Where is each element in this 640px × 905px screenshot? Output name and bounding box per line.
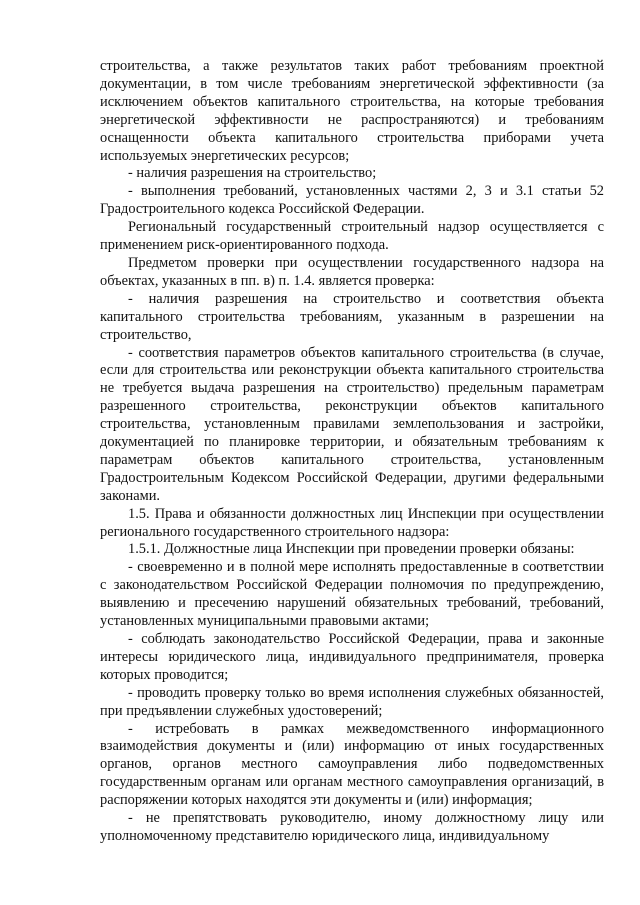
subsection-heading: 1.5.1. Должностные лица Инспекции при проведении проверки обязаны: bbox=[128, 541, 575, 558]
list-item: - соответствия параметров объектов капитального строительства (в случае, если для строительства или реконструкции объекта капитального строительства не требуется выдача разрешения на строительство) предельным параметрам разрешенного строительства, реконструкции объектов капитального строительства, установленным правилами землепользования и застройки, документацией по планировке территории, и обязательным требованиям к параметрам объектов капитального строительства, установленным Градостроительным Кодексом Российской Федерации, другими федеральными законами. bbox=[100, 344, 604, 504]
document-body bbox=[100, 58, 604, 846]
list-item: - наличия разрешения на строительство; bbox=[128, 165, 377, 182]
list-item: - не препятствовать руководителю, иному должностному лицу или уполномоченному представителю юридического лица, индивидуальному bbox=[100, 810, 604, 844]
paragraph-continuation: строительства, а также результатов таких работ требованиям проектной документации, в том числе требованиям энергетической эффективности (за исключением объектов капитального строительства, на которые требования энергетической эффективности не распространяются) и требованиям оснащенности объекта капитального строительства приборами учета используемых энергетических ресурсов; bbox=[100, 58, 604, 164]
list-item: - соблюдать законодательство Российской Федерации, права и законные интересы юридического лица, индивидуального предпринимателя, проверка которых проводится; bbox=[100, 631, 604, 683]
section-heading: 1.5. Права и обязанности должностных лиц Инспекции при осуществлении регионального государственного строительного надзора: bbox=[100, 505, 604, 540]
list-item: - своевременно и в полной мере исполнять предоставленные в соответствии с законодательством Российской Федерации полномочия по предупреждению, выявлению и пресечению нарушений обязательных требований, требований, установленных муниципальными правовыми актами; bbox=[100, 559, 604, 630]
list-item: - истребовать в рамках межведомственного информационного взаимодействия документы и (или) информацию от иных государственных органов, органов местного самоуправления либо подведомственных государственным органам или органам местного самоуправления организаций, в распоряжении которых находятся эти документы и (или) информация; bbox=[100, 720, 604, 809]
list-item: - выполнения требований, установленных частями 2, 3 и 3.1 статьи 52 Градостроительного кодекса Российской Федерации. bbox=[100, 183, 604, 218]
list-item: - проводить проверку только во время исполнения служебных обязанностей, при предъявлении служебных удостоверений; bbox=[100, 684, 604, 719]
list-item: - наличия разрешения на строительство и соответствия объекта капитального строительства требованиям, указанным в разрешении на строительство, bbox=[100, 290, 604, 343]
paragraph: Предметом проверки при осуществлении государственного надзора на объектах, указанных в пп. в) п. 1.4. является проверка: bbox=[100, 254, 604, 289]
paragraph: Региональный государственный строительный надзор осуществляется с применением риск-ориентированного подхода. bbox=[100, 219, 604, 254]
